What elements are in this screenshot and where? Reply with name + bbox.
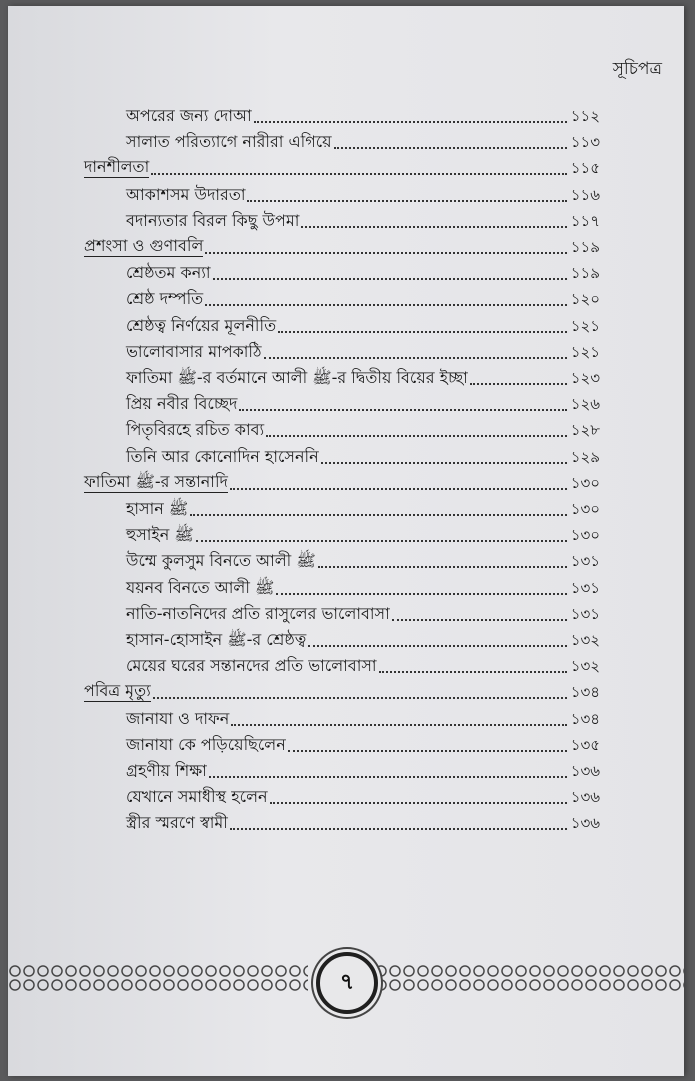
toc-entry-page-number: ১২৯ [570, 447, 600, 466]
toc-entry-page-number: ১১৯ [570, 238, 600, 256]
toc-entry [126, 654, 600, 676]
toc-entry-page-number: ১৩০ [570, 500, 600, 518]
toc-entry-title: ফাতিমা ﷺ-র সন্তানাদি [84, 471, 228, 491]
dot-leader [205, 251, 566, 254]
dot-leader [264, 356, 567, 359]
toc-entry-page-number: ১২৬ [570, 395, 600, 414]
toc-entry [126, 576, 600, 598]
dot-leader [392, 618, 567, 621]
dot-leader [321, 461, 567, 464]
toc-entry-title: যেখানে সমাধীস্থ হলেন [126, 787, 268, 807]
toc-entry-title: হাসান ﷺ [126, 499, 189, 518]
dot-leader [278, 330, 567, 333]
toc-entry-page-number: ১২১ [570, 342, 600, 361]
toc-entry-page-number: ১৩৪ [570, 709, 600, 728]
toc-entry [126, 261, 600, 283]
dot-leader [247, 199, 566, 202]
toc-entry-page-number: ১১৬ [570, 185, 600, 204]
toc-entry [126, 445, 600, 467]
dot-leader [153, 696, 567, 699]
toc-entry [126, 183, 600, 205]
toc-entry-title: শ্রেষ্ঠ দম্পতি [126, 289, 204, 309]
toc-entry-title: পিতৃবিরহে রচিত কাব্য [126, 420, 265, 440]
toc-entry-page-number: ১৩২ [570, 657, 600, 676]
dot-leader [230, 827, 567, 830]
toc-entry [84, 471, 600, 493]
toc-entry-title: মেয়ের ঘরের সন্তানদের প্রতি ভালোবাসা [126, 656, 377, 676]
toc-entry-title: দানশীলতা [84, 157, 150, 177]
footer-ornament-left [8, 964, 308, 992]
toc-entry-page-number: ১৩৫ [570, 735, 600, 754]
toc-entry-page-number: ১৩১ [570, 604, 600, 623]
toc-entry-page-number: ১২০ [570, 290, 600, 309]
toc-entry-page-number: ১৩২ [570, 631, 600, 649]
toc-entry-page-number: ১১৭ [570, 211, 600, 230]
dot-leader [276, 592, 566, 595]
toc-entry [126, 287, 600, 309]
toc-entry [126, 628, 600, 650]
toc-entry [126, 314, 600, 336]
page-number-badge: ৭ [316, 952, 378, 1014]
toc-entry [126, 707, 600, 729]
toc-entry-title: ভালোবাসার মাপকাঠি [126, 341, 262, 361]
toc-entry [126, 759, 600, 781]
toc-entry-page-number: ১৩১ [570, 552, 600, 571]
dot-leader [334, 146, 567, 149]
toc-entry-title: যয়নব বিনতে আলী ﷺ [126, 577, 275, 597]
toc-entry [126, 366, 600, 388]
footer-ornament-right [374, 964, 684, 992]
toc-entry-title: জানাযা কে পড়িয়েছিলেন [126, 734, 286, 754]
toc-entry-title: তিনি আর কোনোদিন হাসেননি [126, 446, 319, 466]
toc-entry [126, 418, 600, 440]
toc-entry-title: শ্রেষ্ঠত্ব নির্ণয়ের মূলনীতি [126, 315, 277, 335]
toc-entry-title: আকাশসম উদারতা [126, 184, 246, 204]
toc-entry [126, 811, 600, 833]
book-page [8, 6, 684, 1076]
dot-leader [209, 775, 567, 778]
toc-entry-page-number: ১৩৬ [570, 788, 600, 807]
toc-entry [126, 104, 600, 126]
toc-entry [126, 130, 600, 152]
dot-leader [231, 723, 567, 726]
dot-leader [213, 277, 567, 280]
dot-leader [196, 539, 567, 542]
toc-entry-title: পবিত্র মৃত্যু [84, 681, 151, 701]
toc-entry [126, 549, 600, 571]
toc-entry-title: নাতি-নাতনিদের প্রতি রাসুলের ভালোবাসা [126, 603, 390, 623]
dot-leader [230, 487, 567, 490]
toc-entry-page-number: ১১৩ [570, 133, 600, 152]
toc-entry [126, 340, 600, 362]
toc-entry-title: গ্রহণীয় শিক্ষা [126, 761, 207, 780]
toc-entry [126, 602, 600, 624]
toc-entry-page-number: ১৩০ [570, 526, 600, 545]
toc-entry-title: উম্মে কুলসুম বিনতে আলী ﷺ [126, 551, 316, 571]
dot-leader [205, 303, 567, 306]
dot-leader [151, 172, 567, 175]
toc-entry-title: প্রিয় নবীর বিচ্ছেদ [126, 394, 238, 414]
dot-leader [318, 565, 567, 568]
dot-leader [470, 382, 567, 385]
dot-leader [239, 408, 566, 411]
dot-leader [379, 670, 567, 673]
toc-entry-title: স্ত্রীর স্মরণে স্বামী [126, 813, 228, 833]
toc-entry-title: জানাযা ও দাফন [126, 708, 230, 728]
toc-entry [84, 680, 600, 702]
toc-entry-page-number: ১১৯ [570, 264, 600, 283]
toc-entry-title: ফাতিমা ﷺ-র বর্তমানে আলী ﷺ-র দ্বিতীয় বিয়ের ইচ্ছা [126, 368, 468, 387]
dot-leader [270, 801, 567, 804]
dot-leader [288, 749, 567, 752]
toc-entry-page-number: ১৩৪ [570, 683, 600, 702]
toc-entry-page-number: ১২১ [570, 316, 600, 335]
dot-leader [308, 644, 567, 647]
toc-entry-page-number: ১২৮ [570, 421, 600, 440]
toc-entry-title: হাসান-হোসাইন ﷺ-র শ্রেষ্ঠত্ব [126, 630, 307, 649]
toc-entry-page-number: ১৩৬ [570, 762, 600, 780]
dot-leader [190, 513, 567, 516]
dot-leader [266, 434, 567, 437]
toc-entry [126, 733, 600, 755]
toc-entry-page-number: ১২৩ [570, 369, 600, 387]
toc-entry-title: হুসাইন ﷺ [126, 525, 194, 545]
toc-entry [126, 785, 600, 807]
toc-entry [126, 209, 600, 231]
page-footer [8, 950, 684, 1006]
toc-entry-title: বদান্যতার বিরল কিছু উপমা [126, 210, 300, 230]
dot-leader [301, 225, 566, 228]
toc-entry [126, 523, 600, 545]
toc-entry-page-number: ১১৫ [570, 159, 600, 178]
toc-entry-page-number: ১৩০ [570, 473, 600, 492]
toc-entry [84, 235, 600, 257]
toc-entry-title: সালাত পরিত্যাগে নারীরা এগিয়ে [126, 132, 332, 152]
toc-entry-title: শ্রেষ্ঠতম কন্যা [126, 263, 211, 283]
dot-leader [254, 120, 567, 123]
toc-entry-page-number: ১৩১ [570, 578, 600, 597]
toc-entry-title: অপরের জন্য দোআ [126, 106, 252, 125]
toc-entry-page-number: ১৩৬ [570, 814, 600, 833]
toc-entry [84, 156, 600, 178]
toc-entry [126, 497, 600, 519]
toc-entry-page-number: ১১২ [570, 107, 600, 125]
toc-entry-title: প্রশংসা ও গুণাবলি [84, 236, 204, 255]
page-header-title: সূচিপত্র [612, 59, 662, 79]
toc-entry [126, 392, 600, 414]
table-of-contents [8, 6, 684, 1076]
